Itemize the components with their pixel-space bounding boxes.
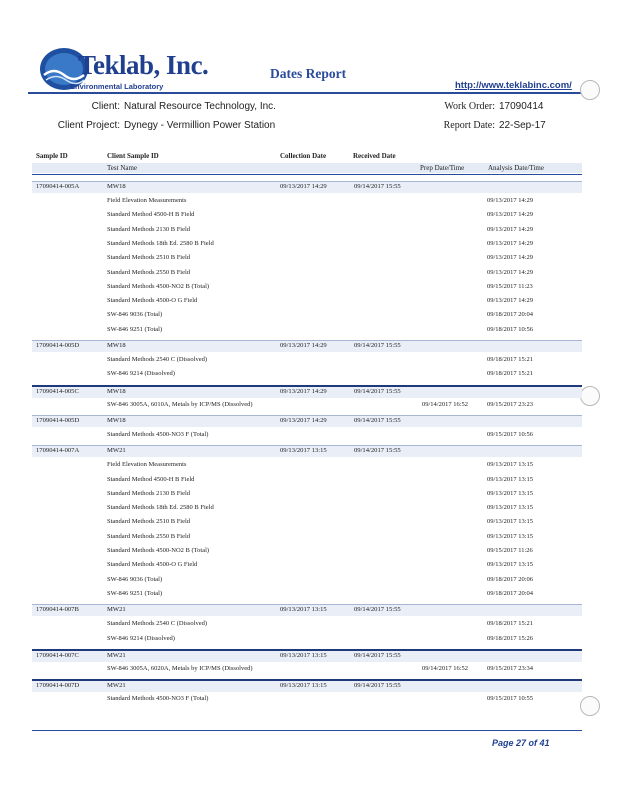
received-date-cell: 09/14/2017 15:55 — [354, 342, 401, 349]
client-sample-id-cell: MW21 — [107, 682, 126, 690]
test-name-cell: Standard Methods 4500-NO2 B (Total) — [107, 282, 210, 290]
test-row — [32, 353, 582, 367]
test-row — [32, 398, 582, 412]
report-date-value: 22-Sep-17 — [499, 120, 546, 131]
collection-date-cell: 09/13/2017 14:29 — [280, 387, 327, 395]
client-sample-id-cell: MW18 — [107, 183, 126, 190]
test-row — [32, 223, 582, 237]
test-row — [32, 251, 582, 265]
test-row — [32, 617, 582, 631]
test-row — [32, 237, 582, 251]
client-sample-id-cell: MW21 — [107, 606, 126, 614]
analysis-date-cell: 09/13/2017 14:29 — [487, 197, 534, 204]
analysis-date-cell: 09/18/2017 20:04 — [487, 311, 534, 319]
test-row — [32, 208, 582, 222]
sample-row — [32, 679, 582, 692]
analysis-date-cell: 09/13/2017 14:29 — [487, 254, 534, 262]
client-project-label: Client Project: — [57, 120, 120, 131]
test-name-cell: Field Elevation Measurements — [107, 461, 187, 469]
test-name-cell: SW-846 3005A, 6010A, Metals by ICP/MS (Dissolved) — [107, 400, 253, 408]
client-label: Client: — [91, 101, 120, 112]
client-sample-id-cell: MW21 — [107, 651, 126, 659]
analysis-date-cell: 09/15/2017 11:26 — [487, 547, 533, 554]
analysis-date-cell: 09/18/2017 10:56 — [487, 325, 534, 333]
analysis-date-cell: 09/18/2017 15:21 — [487, 356, 534, 363]
test-row — [32, 323, 582, 337]
test-name-cell: Standard Methods 18th Ed. 2580 B Field — [107, 239, 214, 247]
test-name-cell: Standard Methods 2550 B Field — [107, 532, 191, 540]
test-row — [32, 308, 582, 322]
test-name-cell: SW-846 9251 (Total) — [107, 325, 163, 333]
col-collection-date: Collection Date — [280, 152, 327, 160]
prep-date-cell: 09/14/2017 16:52 — [422, 664, 469, 672]
test-name-cell: Standard Methods 4500-NO2 B (Total) — [107, 547, 210, 554]
test-row — [32, 573, 582, 587]
test-name-cell: Standard Method 4500-H B Field — [107, 475, 195, 483]
received-date-cell: 09/14/2017 15:55 — [354, 447, 401, 455]
test-name-cell: Standard Methods 4500-NO3 F (Total) — [107, 430, 209, 438]
client-sample-id-cell: MW18 — [107, 387, 126, 395]
analysis-date-cell: 09/13/2017 13:15 — [487, 504, 534, 512]
received-date-cell: 09/14/2017 15:55 — [354, 651, 401, 659]
sample-row — [32, 604, 582, 616]
collection-date-cell: 09/13/2017 14:29 — [280, 416, 327, 424]
analysis-date-cell: 09/18/2017 15:21 — [487, 370, 534, 378]
page-title: Dates Report — [270, 66, 347, 81]
test-row — [32, 473, 582, 487]
footer-divider — [32, 730, 582, 731]
test-row — [32, 458, 582, 472]
test-row — [32, 280, 582, 294]
test-name-cell: Standard Methods 2130 B Field — [107, 489, 191, 497]
punch-hole-top — [580, 80, 600, 100]
header-rule — [32, 174, 582, 175]
test-name-cell: SW-846 9214 (Dissolved) — [107, 370, 175, 378]
logo-subtitle: Environmental Laboratory — [70, 82, 164, 91]
received-date-cell: 09/14/2017 15:55 — [354, 606, 401, 614]
analysis-date-cell: 09/13/2017 13:15 — [487, 475, 534, 483]
sample-row — [32, 385, 582, 398]
test-row — [32, 487, 582, 501]
col-prep-date: Prep Date/Time — [420, 164, 465, 172]
test-name-cell: Standard Methods 2510 B Field — [107, 254, 191, 262]
collection-date-cell: 09/13/2017 13:15 — [280, 682, 327, 690]
sample-row — [32, 181, 582, 193]
test-name-cell: Standard Methods 2540 C (Dissolved) — [107, 356, 208, 363]
col-sample-id: Sample ID — [36, 152, 68, 160]
sample-id-cell: 17090414-007C — [36, 651, 79, 659]
analysis-date-cell: 09/15/2017 10:56 — [487, 430, 534, 438]
sample-id-cell: 17090414-005D — [36, 342, 80, 349]
analysis-date-cell: 09/13/2017 13:15 — [487, 489, 534, 497]
test-name-cell: Standard Methods 4500-O G Field — [107, 561, 198, 569]
analysis-date-cell: 09/13/2017 13:15 — [487, 518, 534, 526]
test-name-cell: Standard Method 4500-H B Field — [107, 211, 195, 219]
test-name-cell: Standard Methods 2130 B Field — [107, 225, 191, 233]
analysis-date-cell: 09/13/2017 14:29 — [487, 211, 534, 219]
analysis-date-cell: 09/18/2017 15:26 — [487, 634, 534, 642]
client-value: Natural Resource Technology, Inc. — [124, 101, 276, 112]
sample-row — [32, 340, 582, 352]
analysis-date-cell: 09/13/2017 13:15 — [487, 532, 534, 540]
work-order-value: 17090414 — [499, 101, 544, 112]
col-client-sample-id: Client Sample ID — [107, 152, 159, 160]
sample-id-cell: 17090414-005A — [36, 183, 80, 190]
analysis-date-cell: 09/18/2017 20:04 — [487, 589, 534, 597]
work-order-label: Work Order: — [444, 101, 495, 112]
sample-row — [32, 445, 582, 457]
client-sample-id-cell: MW18 — [107, 342, 126, 349]
test-name-cell: SW-846 9036 (Total) — [107, 311, 163, 319]
sample-row — [32, 649, 582, 662]
collection-date-cell: 09/13/2017 13:15 — [280, 606, 327, 614]
sample-id-cell: 17090414-005C — [36, 387, 79, 395]
test-row — [32, 544, 582, 558]
sample-id-cell: 17090414-007B — [36, 606, 79, 614]
test-name-cell: SW-846 3005A, 6020A, Metals by ICP/MS (Dissolved) — [107, 664, 253, 672]
test-name-cell: Field Elevation Measurements — [107, 197, 187, 204]
test-row — [32, 530, 582, 544]
received-date-cell: 09/14/2017 15:55 — [354, 416, 401, 424]
client-sample-id-cell: MW21 — [107, 447, 126, 455]
test-row — [32, 632, 582, 646]
test-row — [32, 501, 582, 515]
punch-hole-middle — [580, 386, 600, 406]
test-name-cell: SW-846 9251 (Total) — [107, 589, 163, 597]
page-number: Page 27 of 41 — [492, 738, 550, 748]
sample-id-cell: 17090414-005D — [36, 416, 80, 424]
logo-wordmark: Teklab, Inc. — [78, 50, 209, 80]
received-date-cell: 09/14/2017 15:55 — [354, 682, 401, 690]
test-row — [32, 294, 582, 308]
col-received-date: Received Date — [353, 152, 396, 160]
analysis-date-cell: 09/13/2017 14:29 — [487, 297, 534, 305]
sample-id-cell: 17090414-007A — [36, 447, 80, 455]
website-link[interactable]: http://www.teklabinc.com/ — [455, 80, 572, 91]
test-name-cell: Standard Methods 4500-NO3 F (Total) — [107, 695, 209, 703]
test-name-cell: Standard Methods 18th Ed. 2580 B Field — [107, 504, 214, 512]
sample-row — [32, 415, 582, 427]
test-name-cell: Standard Methods 4500-O G Field — [107, 297, 198, 305]
analysis-date-cell: 09/13/2017 13:15 — [487, 461, 534, 469]
analysis-date-cell: 09/15/2017 11:23 — [487, 282, 533, 290]
collection-date-cell: 09/13/2017 13:15 — [280, 651, 327, 659]
analysis-date-cell: 09/15/2017 10:55 — [487, 695, 534, 703]
test-row — [32, 428, 582, 442]
analysis-date-cell: 09/18/2017 15:21 — [487, 620, 534, 628]
analysis-date-cell: 09/15/2017 23:34 — [487, 664, 534, 672]
analysis-date-cell: 09/13/2017 14:29 — [487, 225, 534, 233]
collection-date-cell: 09/13/2017 14:29 — [280, 183, 327, 190]
punch-hole-bottom — [580, 696, 600, 716]
analysis-date-cell: 09/13/2017 14:29 — [487, 268, 534, 276]
test-row — [32, 367, 582, 381]
analysis-date-cell: 09/13/2017 14:29 — [487, 239, 534, 247]
client-sample-id-cell: MW18 — [107, 416, 126, 424]
test-row — [32, 266, 582, 280]
analysis-date-cell: 09/18/2017 20:06 — [487, 575, 534, 583]
received-date-cell: 09/14/2017 15:55 — [354, 183, 401, 190]
col-test-name: Test Name — [107, 164, 138, 172]
analysis-date-cell: 09/13/2017 13:15 — [487, 561, 534, 569]
test-row — [32, 587, 582, 601]
header-divider — [28, 92, 590, 94]
test-row — [32, 515, 582, 529]
test-row — [32, 692, 582, 706]
sample-id-cell: 17090414-007D — [36, 682, 80, 690]
analysis-date-cell: 09/15/2017 23:23 — [487, 400, 534, 408]
received-date-cell: 09/14/2017 15:55 — [354, 387, 401, 395]
collection-date-cell: 09/13/2017 14:29 — [280, 342, 327, 349]
collection-date-cell: 09/13/2017 13:15 — [280, 447, 327, 455]
test-name-cell: Standard Methods 2550 B Field — [107, 268, 191, 276]
test-name-cell: Standard Methods 2540 C (Dissolved) — [107, 620, 208, 628]
test-row — [32, 662, 582, 676]
prep-date-cell: 09/14/2017 16:52 — [422, 400, 469, 408]
test-name-cell: SW-846 9214 (Dissolved) — [107, 634, 175, 642]
test-row — [32, 194, 582, 208]
test-name-cell: SW-846 9036 (Total) — [107, 575, 163, 583]
test-name-cell: Standard Methods 2510 B Field — [107, 518, 191, 526]
test-row — [32, 558, 582, 572]
report-date-label: Report Date: — [443, 120, 495, 131]
client-project-value: Dynegy - Vermillion Power Station — [124, 120, 276, 131]
col-analysis-date: Analysis Date/Time — [488, 164, 544, 172]
